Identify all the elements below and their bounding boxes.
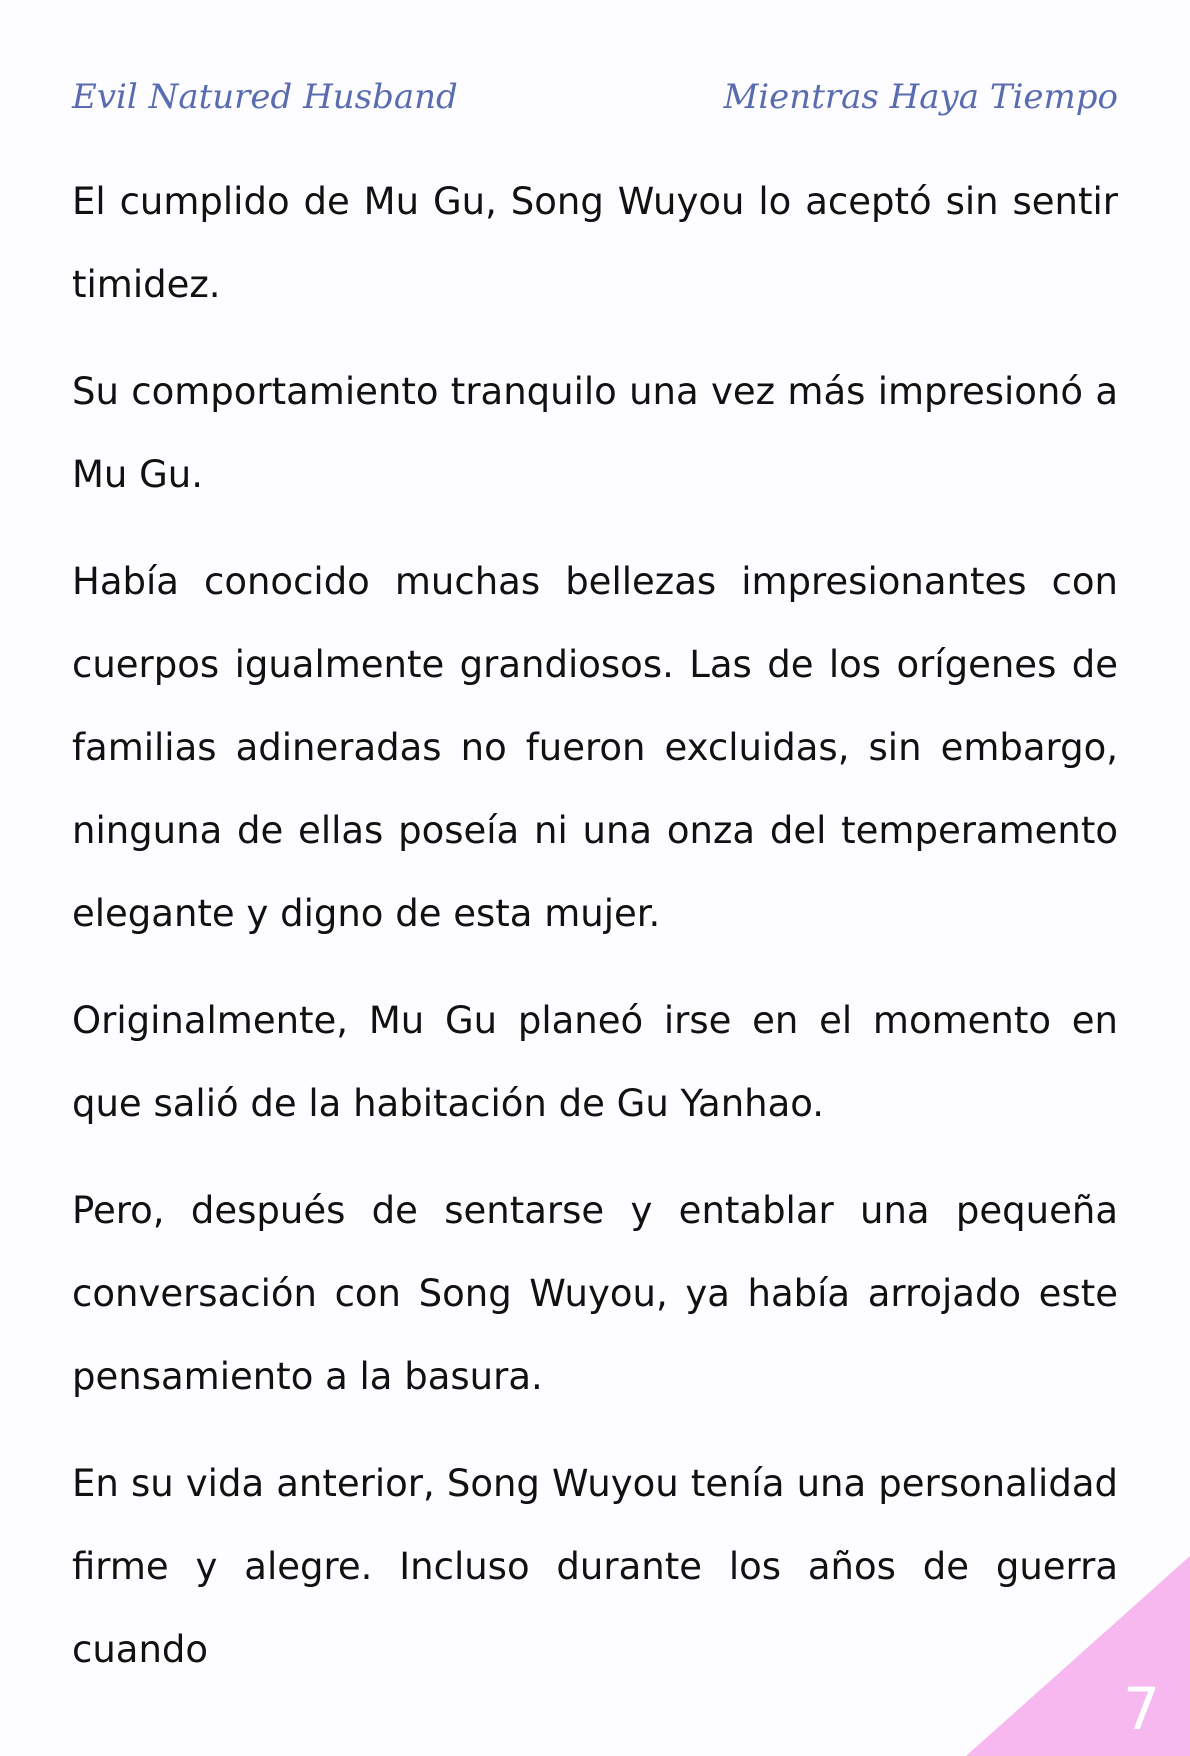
paragraph: Había conocido muchas bellezas impresionantes con cuerpos igualmente grandiosos. Las de los orígenes de familias adineradas no fueron excluidas, sin embargo, ninguna de ellas poseía ni una onza del temperamento elegante y digno de esta mujer. (72, 560, 1118, 935)
header-book-title: Evil Natured Husband (72, 77, 458, 117)
body-text (72, 160, 1118, 1715)
paragraph: El cumplido de Mu Gu, Song Wuyou lo aceptó sin sentir timidez. (72, 180, 1118, 306)
page-header (72, 72, 1118, 122)
paragraph: En su vida anterior, Song Wuyou tenía una personalidad firme y alegre. Incluso durante los años de guerra cuando (72, 1462, 1118, 1671)
page-number: 7 (1123, 1675, 1160, 1743)
paragraph: Originalmente, Mu Gu planeó irse en el momento en que salió de la habitación de Gu Yanhao. (72, 999, 1118, 1125)
paragraph: Su comportamiento tranquilo una vez más impresionó a Mu Gu. (72, 370, 1118, 496)
paragraph: Pero, después de sentarse y entablar una pequeña conversación con Song Wuyou, ya había arrojado este pensamiento a la basura. (72, 1189, 1118, 1398)
header-translator: Mientras Haya Tiempo (723, 77, 1118, 117)
